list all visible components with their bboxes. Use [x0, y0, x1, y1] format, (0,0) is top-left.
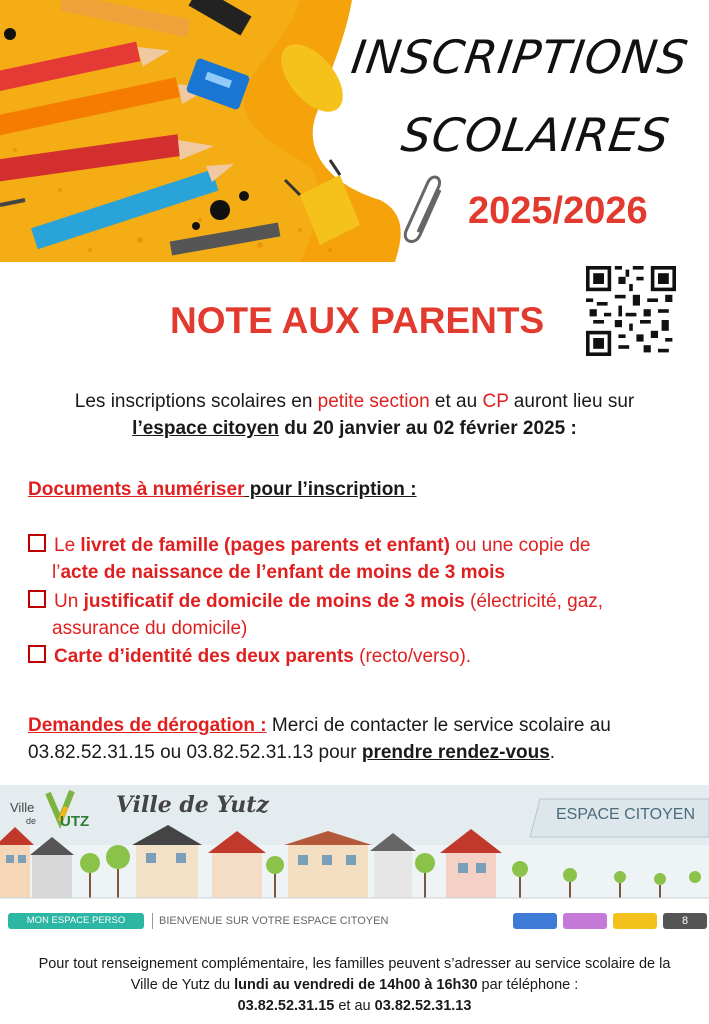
derogation-text: Merci de contacter le service scolaire au [266, 715, 611, 736]
derogation-text: . [549, 742, 556, 763]
idea-icon[interactable] [613, 913, 657, 929]
intro-text: et au [429, 391, 483, 412]
intro-text: auront lieu sur [508, 391, 635, 412]
logo-yutz: UTZ [60, 813, 90, 830]
title-scolaires: SCOLAIRES [398, 108, 674, 162]
item-text: l’ [52, 562, 61, 583]
documents-heading-red: Documents à numériser [28, 479, 245, 500]
footer-text: Pour tout renseignement complémentaire, les familles peuvent s’adresser au service scolaire de la [38, 956, 671, 972]
logo-ville: Ville [10, 800, 35, 815]
footer-info [10, 954, 699, 1017]
intro-cp: CP [482, 391, 509, 412]
logo-de: de [26, 816, 37, 826]
note-title: NOTE AUX PARENTS [170, 300, 545, 341]
counter-badge: 8 [663, 913, 707, 929]
intro-petite-section: petite section [317, 391, 430, 412]
item-bold: Carte d’identité des deux parents [54, 646, 354, 667]
intro-text: Les inscriptions scolaires en [74, 391, 318, 412]
document-item-carte [28, 643, 688, 670]
print-icon[interactable] [563, 913, 607, 929]
bienvenue-text: BIENVENUE SUR VOTRE ESPACE CITOYEN [152, 913, 388, 929]
item-bold: justificatif de domicile de moins de 3 mois [83, 591, 465, 612]
mon-espace-perso-button[interactable]: MON ESPACE PERSO [8, 913, 144, 929]
checkbox-icon [28, 590, 46, 608]
item-text: assurance du domicile) [52, 618, 248, 639]
ville-de-yutz-script: Ville de Yutz [116, 792, 269, 818]
footer-text: Ville de Yutz du [130, 977, 235, 993]
derogation-text: 03.82.52.31.15 ou 03.82.52.31.13 pour [28, 742, 362, 763]
derogation-paragraph [28, 712, 688, 766]
intro-espace-citoyen: l’espace citoyen [132, 418, 279, 439]
checkbox-icon [28, 645, 46, 663]
document-item-justificatif [28, 588, 688, 642]
footer-text: par téléphone : [477, 977, 579, 993]
document-item-livret [28, 532, 688, 586]
footer-hours: lundi au vendredi de 14h00 à 16h30 [234, 977, 478, 993]
footer-phone-1: 03.82.52.31.15 [237, 998, 335, 1014]
footer-phone-2: 03.82.52.31.13 [374, 998, 472, 1014]
paperclip-icon [405, 177, 440, 241]
checkbox-icon [28, 534, 46, 552]
item-bold: acte de naissance de l’enfant de moins de 3 mois [60, 562, 505, 583]
item-text: (recto/verso). [353, 646, 472, 667]
documents-heading [28, 476, 417, 503]
intro-dates: du 20 janvier au 02 février 2025 : [278, 418, 577, 439]
documents-heading-rest: pour l’inscription : [244, 479, 417, 500]
derogation-rdv: prendre rendez-vous [361, 742, 550, 763]
item-text: (électricité, gaz, [464, 591, 604, 612]
form-icon[interactable] [513, 913, 557, 929]
footer-text: et au [334, 998, 375, 1014]
item-text: ou une copie de [449, 535, 591, 556]
title-inscriptions: INSCRIPTIONS [348, 30, 692, 84]
item-bold: livret de famille (pages parents et enfant) [80, 535, 450, 556]
school-year: 2025/2026 [468, 190, 648, 232]
espace-citoyen-button[interactable]: ESPACE CITOYEN [556, 806, 695, 823]
derogation-label: Demandes de dérogation : [28, 715, 267, 736]
intro-paragraph [20, 388, 689, 442]
item-text: Un [54, 591, 84, 612]
item-text: Le [54, 535, 81, 556]
